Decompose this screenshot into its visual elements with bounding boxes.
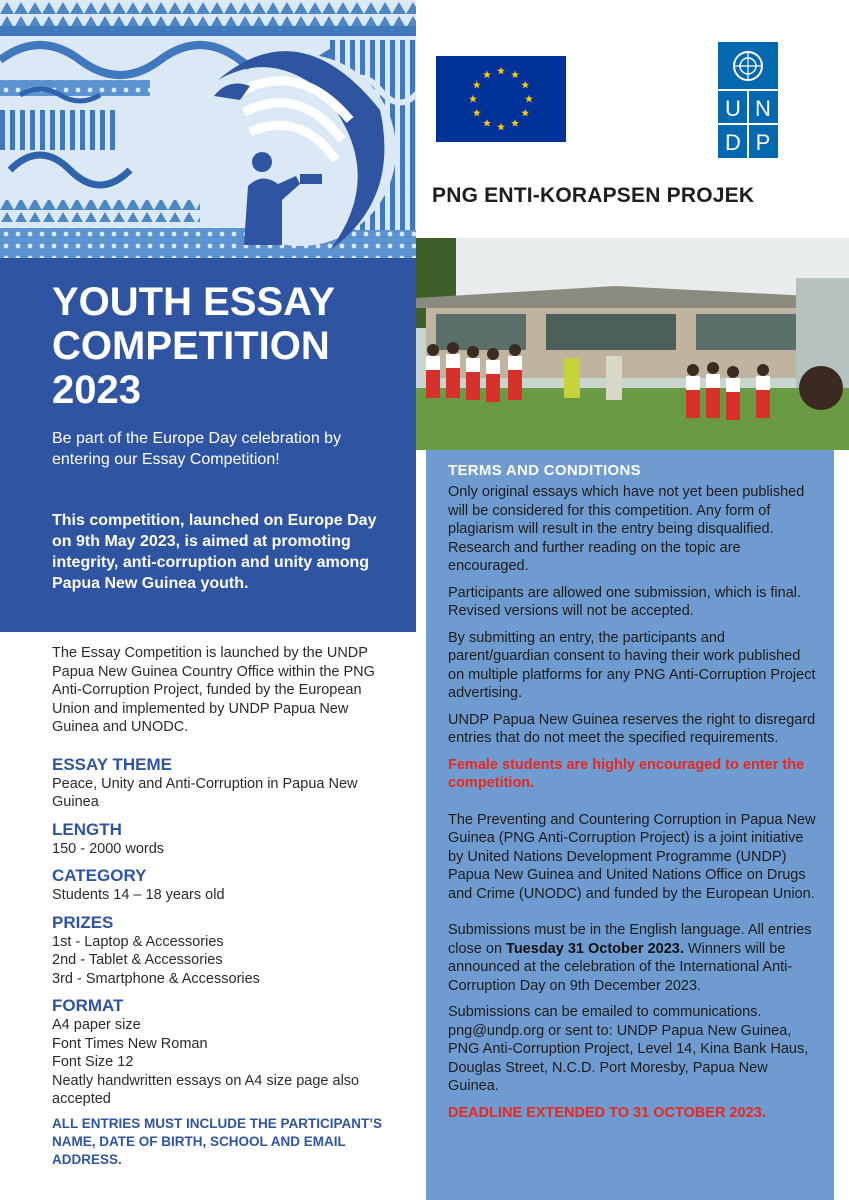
close-date: Tuesday 31 October 2023.: [506, 940, 684, 957]
theme-text: Peace, Unity and Anti-Corruption in Papua New Guinea: [52, 775, 358, 810]
eu-flag-logo: [436, 56, 566, 142]
title-line: YOUTH ESSAY: [52, 280, 336, 324]
format-item: A4 paper size: [52, 1017, 141, 1033]
female-encouragement: Female students are highly encouraged to enter the competition.: [448, 756, 805, 791]
terms-paragraph: UNDP Papua New Guinea reserves the right to disregard entries that do not meet the specified requirements.: [448, 711, 816, 746]
format-item: Neatly handwritten essays on A4 size page also accepted: [52, 1072, 360, 1107]
title-line: COMPETITION: [52, 324, 330, 368]
hero-panel: [0, 258, 416, 632]
terms-paragraph: Participants are allowed one submission, which is final. Revised versions will not be accepted.: [448, 584, 802, 619]
submission-text: Submissions must be in the English language. All entries close on: [448, 922, 812, 957]
school-event-photo: [416, 238, 849, 450]
title-line: 2023: [52, 368, 141, 412]
format-item: Font Times New Roman: [52, 1035, 208, 1052]
deadline-notice: DEADLINE EXTENDED TO 31 OCTOBER 2023.: [448, 1104, 766, 1121]
format-heading: FORMAT: [52, 996, 124, 1015]
submission-info: [448, 921, 818, 995]
main-title: [52, 280, 392, 412]
project-title: PNG ENTI-KORAPSEN PROJEK: [432, 184, 755, 207]
category-text: Students 14 – 18 years old: [52, 887, 225, 903]
contact-info: Submissions can be emailed to communications. png@undp.org or sent to: UNDP Papua New Guinea, PNG Anti-Corruption Project, Level 14, Kina Bank Haus, Douglas Street, N.C.D. Port Moresby, Papua New Guinea.: [448, 1004, 809, 1094]
intro-bold-text: This competition, launched on Europe Day on 9th May 2023, is aimed at promoting integrity, anti-corruption and unity among Papua New Guinea youth.: [52, 512, 377, 592]
prize-item: 3rd - Smartphone & Accessories: [52, 970, 260, 987]
terms-heading: TERMS AND CONDITIONS: [448, 462, 641, 479]
competition-details: [52, 644, 397, 1169]
length-text: 150 - 2000 words: [52, 840, 165, 857]
entry-requirements: ALL ENTRIES MUST INCLUDE THE PARTICIPANT’S NAME, DATE OF BIRTH, SCHOOL AND EMAIL ADDRESS.: [52, 1115, 383, 1167]
description-text: The Essay Competition is launched by the UNDP Papua New Guinea Country Office within the PNG Anti-Corruption Project, funded by the European Union and implemented by UNDP Papua New Guinea and UNODC.: [52, 645, 375, 735]
prize-item: 2nd - Tablet & Accessories: [52, 952, 223, 968]
terms-paragraph: By submitting an entry, the participants and parent/guardian consent to having their work published on multiple platforms for any PNG Anti-Corruption Project advertising.: [448, 629, 816, 701]
prize-item: 1st - Laptop & Accessories: [52, 933, 224, 950]
theme-heading: ESSAY THEME: [52, 754, 172, 774]
undp-letter: D: [725, 130, 741, 155]
terms-paragraph: Only original essays which have not yet been published will be considered for this competition. Any form of plagiarism will result in the entry being disqualified. Research and further reading on the topic are encouraged.: [448, 484, 805, 574]
undp-logo: [718, 42, 778, 158]
tribal-pattern-banner: [0, 0, 416, 258]
undp-letter: U: [725, 96, 741, 121]
undp-letter: P: [755, 130, 771, 155]
undp-letter: N: [755, 96, 771, 121]
category-heading: CATEGORY: [52, 866, 147, 885]
project-description: The Preventing and Countering Corruption in Papua New Guinea (PNG Anti-Corruption Project) is a joint initiative by United Nations Development Programme (UNDP) Papua New Guinea and United Nations Office on Drugs and Crime (UNODC) and funded by the European Union.: [448, 811, 816, 902]
terms-panel: [426, 450, 834, 1200]
intro-text: Be part of the Europe Day celebration by entering our Essay Competition!: [52, 430, 342, 468]
prizes-heading: PRIZES: [52, 912, 114, 932]
length-heading: LENGTH: [52, 819, 122, 839]
format-item: Font Size 12: [52, 1054, 134, 1070]
submission-text: Winners will be announced at the celebration of the International Anti-Corruption Day on 9th December 2023.: [448, 940, 793, 994]
